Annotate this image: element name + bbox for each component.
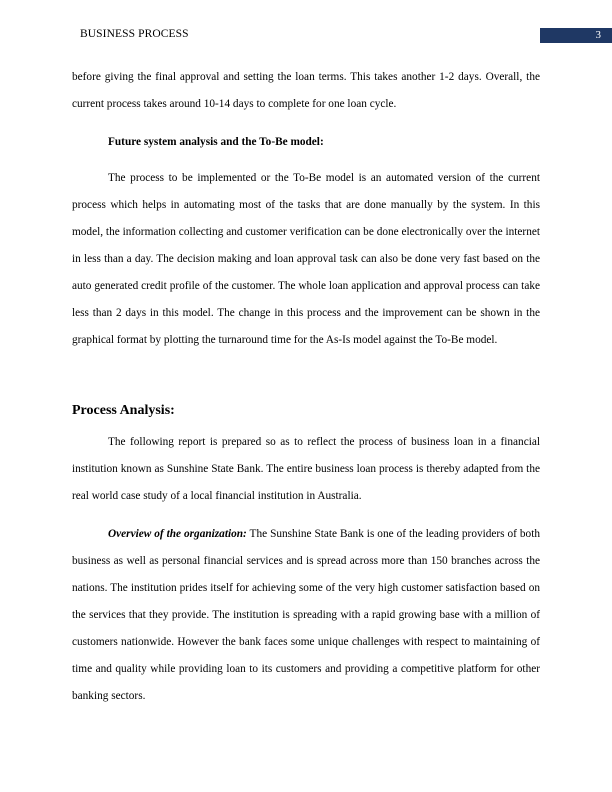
- organization-overview-paragraph: [72, 521, 540, 710]
- page-number-badge: 3: [540, 28, 612, 43]
- process-analysis-heading: Process Analysis:: [72, 403, 175, 418]
- future-system-paragraph: The process to be implemented or the To-Be model is an automated version of the current process which helps in automating most of the tasks that are done manually by the system. In this model, the information collecting and customer verification can be done electronically over the internet in less than a day. The decision making and loan approval task can also be done very fast based on the auto generated credit profile of the customer. The whole loan application and approval process can take less than 2 days in this model. The change in this process and the improvement can be shown in the graphical format by plotting the turnaround time for the As-Is model against the To-Be model.: [72, 172, 540, 346]
- future-system-heading: Future system analysis and the To-Be model:: [108, 136, 324, 148]
- running-header-title: BUSINESS PROCESS: [80, 28, 189, 40]
- overview-lead-term: Overview of the organization:: [108, 528, 247, 540]
- intro-paragraph: before giving the final approval and setting the loan terms. This takes another 1-2 days. Overall, the current process takes around 10-14 days to complete for one loan cycle.: [72, 71, 540, 110]
- overview-text: The Sunshine State Bank is one of the leading providers of both business as well as personal financial services and is spread across more than 150 branches across the nations. The institution prides itself for achieving some of the very high customer satisfaction based on the services that they provide. The institution is spreading with a rapid growing base with a million of customers nationwide. However the bank faces some unique challenges with respect to maintaining of time and quality while providing loan to its customers and providing a competitive platform for other banking sectors.: [72, 528, 540, 702]
- process-analysis-paragraph: The following report is prepared so as to reflect the process of business loan in a financial institution known as Sunshine State Bank. The entire business loan process is thereby adapted from the real world case study of a local financial institution in Australia.: [72, 436, 540, 502]
